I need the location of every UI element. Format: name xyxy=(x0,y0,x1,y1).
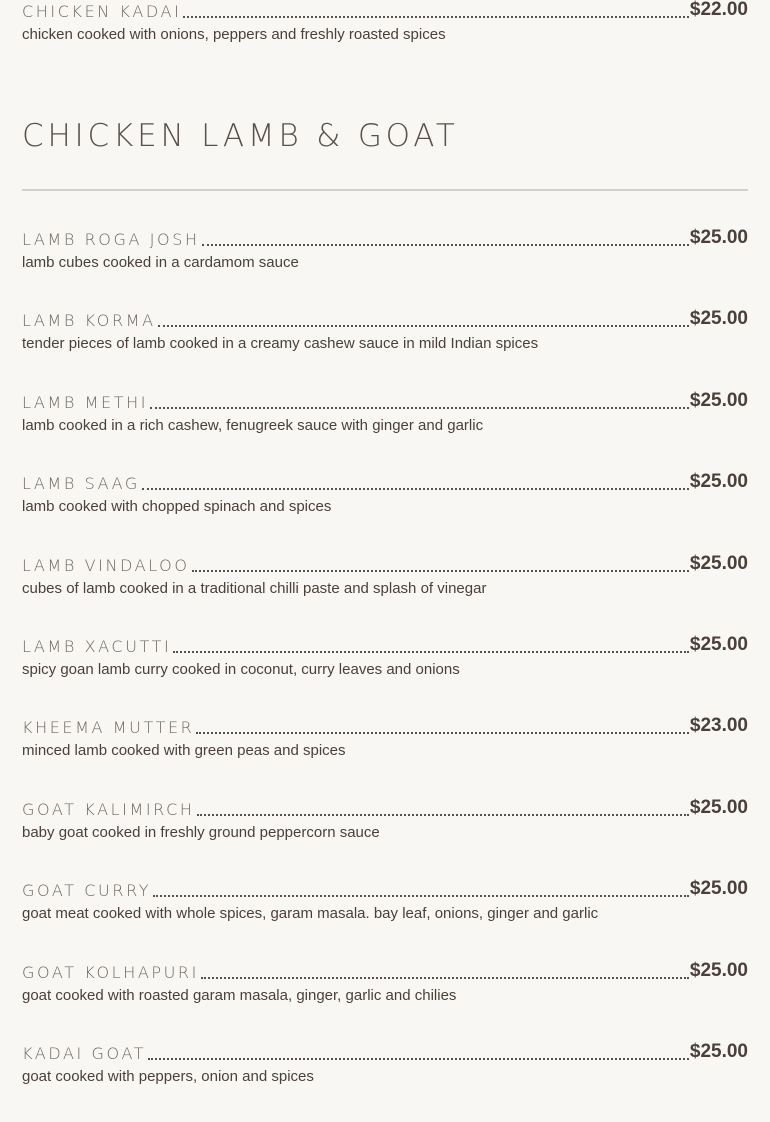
dot-leader xyxy=(201,977,689,979)
dot-leader xyxy=(197,814,689,816)
menu-item-name: CHICKEN KADAI xyxy=(22,2,182,21)
menu-item-name: LAMB ROGA JOSH xyxy=(22,230,200,249)
menu-item-name: LAMB SAAG xyxy=(22,474,140,493)
menu-item xyxy=(22,552,748,599)
menu-item-price: $22.00 xyxy=(689,0,748,20)
menu-item-price: $25.00 xyxy=(689,878,748,899)
menu-item-row xyxy=(22,226,748,252)
menu-item-name: GOAT CURRY xyxy=(22,881,152,900)
menu-item-price: $25.00 xyxy=(689,960,748,981)
menu-item-description: chicken cooked with onions, peppers and freshly roasted spices xyxy=(22,26,446,43)
menu-item-price: $25.00 xyxy=(689,1041,748,1062)
menu-item-price: $25.00 xyxy=(689,471,748,492)
menu-item xyxy=(22,796,748,843)
menu-item-description: minced lamb cooked with green peas and spices xyxy=(22,742,346,759)
section-title: CHICKEN LAMB & GOAT xyxy=(22,118,459,154)
menu-item-chicken-kadai xyxy=(22,0,748,45)
menu-item-description: lamb cubes cooked in a cardamom sauce xyxy=(22,254,299,271)
dot-leader xyxy=(202,244,689,246)
menu-item-row xyxy=(22,877,748,903)
menu-item-row xyxy=(22,389,748,415)
menu-item-price: $25.00 xyxy=(689,634,748,655)
menu-item-row xyxy=(22,470,748,496)
menu-item-row xyxy=(22,552,748,578)
menu-item-row xyxy=(22,633,748,659)
dot-leader xyxy=(196,732,688,734)
menu-item-price: $25.00 xyxy=(689,390,748,411)
menu-item xyxy=(22,470,748,517)
menu-item-row xyxy=(22,796,748,822)
menu-item-price: $25.00 xyxy=(689,227,748,248)
menu-item-name: GOAT KALIMIRCH xyxy=(22,800,195,819)
dot-leader xyxy=(150,407,689,409)
menu-item-row xyxy=(22,714,748,740)
menu-item xyxy=(22,389,748,436)
menu-item-name: LAMB VINDALOO xyxy=(22,556,190,575)
menu-item-name: LAMB KORMA xyxy=(22,311,156,330)
menu-item xyxy=(22,307,748,354)
menu-item xyxy=(22,633,748,680)
menu-item xyxy=(22,959,748,1006)
menu-item-price: $23.00 xyxy=(689,715,748,736)
menu-item xyxy=(22,714,748,761)
menu-item-row xyxy=(22,307,748,333)
menu-item-description: goat cooked with roasted garam masala, ginger, garlic and chilies xyxy=(22,987,457,1004)
menu-item-description: goat meat cooked with whole spices, garam masala. bay leaf, onions, ginger and garlic xyxy=(22,905,599,922)
menu-item-name: KADAI GOAT xyxy=(22,1044,147,1063)
dot-leader xyxy=(192,570,689,572)
dot-leader xyxy=(183,16,688,18)
menu-item-row xyxy=(22,0,748,24)
menu-item-description: cubes of lamb cooked in a traditional chilli paste and splash of vinegar xyxy=(22,580,487,597)
menu-item xyxy=(22,877,748,924)
menu-item-name: LAMB METHI xyxy=(22,393,149,412)
section-divider xyxy=(22,189,748,191)
menu-item-name: LAMB XACUTTI xyxy=(22,637,172,656)
menu-item-description: goat cooked with peppers, onion and spices xyxy=(22,1068,314,1085)
menu-item-name: KHEEMA MUTTER xyxy=(22,718,195,737)
menu-item-price: $25.00 xyxy=(689,797,748,818)
menu-item-description: lamb cooked in a rich cashew, fenugreek sauce with ginger and garlic xyxy=(22,417,484,434)
menu-item xyxy=(22,226,748,273)
dot-leader xyxy=(158,325,689,327)
menu-item-price: $25.00 xyxy=(689,553,748,574)
dot-leader xyxy=(173,651,689,653)
menu-item-description: tender pieces of lamb cooked in a creamy cashew sauce in mild Indian spices xyxy=(22,335,539,352)
dot-leader xyxy=(153,895,689,897)
dot-leader xyxy=(142,488,689,490)
menu-item xyxy=(22,1040,748,1087)
menu-item-name: GOAT KOLHAPURI xyxy=(22,963,199,982)
menu-item-row xyxy=(22,1040,748,1066)
menu-item-price: $25.00 xyxy=(689,308,748,329)
dot-leader xyxy=(148,1058,689,1060)
menu-item-description: lamb cooked with chopped spinach and spices xyxy=(22,498,332,515)
menu-item-row xyxy=(22,959,748,985)
menu-item-description: spicy goan lamb curry cooked in coconut, curry leaves and onions xyxy=(22,661,460,678)
menu-item-description: baby goat cooked in freshly ground peppercorn sauce xyxy=(22,824,380,841)
